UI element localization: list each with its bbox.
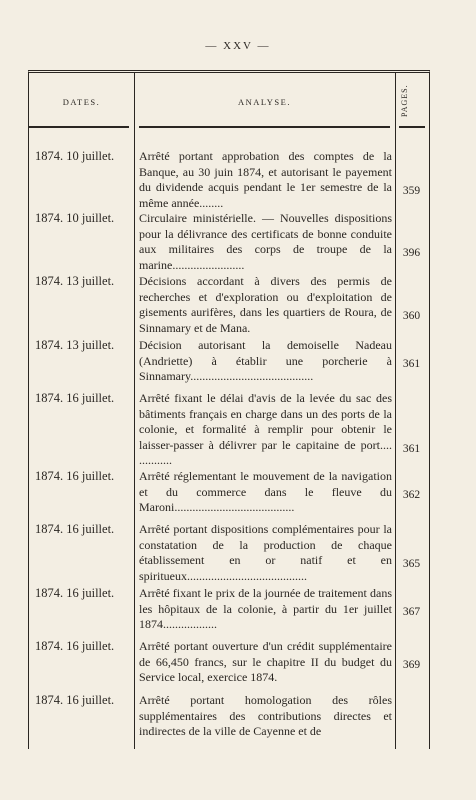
entry-date: 1874. 10 juillet. [35, 149, 115, 163]
header-rule [139, 126, 390, 128]
entry-text: Arrêté portant dispositions complémentaires pour la constatation de la production de chaque établissement en or natif et en spiritueux........................................ [139, 522, 392, 583]
entry-date: 1874. 16 juillet. [35, 522, 115, 536]
entry-date: 1874. 16 juillet. [35, 639, 115, 653]
header-rule [29, 126, 129, 128]
entry-date: 1874. 16 juillet. [35, 586, 115, 600]
header-dates: DATES. [62, 97, 101, 107]
index-table [28, 70, 430, 749]
header-pages: PAGES. [400, 84, 409, 118]
entry-page: 369 [402, 659, 421, 671]
entry-text: Arrêté fixant le prix de la journée de traitement dans les hôpitaux de la colonie, à partir du 1er juillet 1874.................. [139, 586, 392, 631]
entry-date: 1874. 16 juillet. [35, 693, 115, 707]
entry-page: 361 [402, 358, 421, 370]
entry-text: Décisions accordant à divers des permis de recherches et d'exploration ou d'exploitation de gisements aurifères, dans les quartiers de Roura, de Sinnamary et de Mana. [139, 274, 392, 335]
column-divider [395, 73, 396, 749]
entry-date: 1874. 13 juillet. [35, 274, 115, 288]
entry-text: Arrêté portant homologation des rôles supplémentaires des contributions directes et indirectes de la ville de Cayenne et de [139, 693, 392, 738]
entry-text: Arrêté réglementant le mouvement de la navigation et du commerce dans le fleuve du Maroni........................................ [139, 469, 392, 514]
entry-date: 1874. 16 juillet. [35, 391, 115, 405]
entry-page: 359 [402, 185, 421, 197]
entry-page: 362 [402, 489, 421, 501]
entry-page: 360 [402, 310, 421, 322]
entry-page: 396 [402, 247, 421, 259]
header-rule [399, 126, 425, 128]
entry-text: Arrêté portant ouverture d'un crédit supplémentaire de 66,450 francs, sur le chapitre II du budget du Service local, exercice 1874. [139, 639, 392, 684]
entry-page: 365 [402, 558, 421, 570]
entry-text: Décision autorisant la demoiselle Nadeau (Andriette) à établir une porcherie à Sinnamary......................................... [139, 338, 392, 383]
entry-page: 367 [402, 606, 421, 618]
entry-text: Circulaire ministérielle. — Nouvelles dispositions pour la délivrance des certificats de bonne conduite aux militaires des corps de troupe de la marine........................ [139, 211, 392, 272]
entry-page: 361 [402, 443, 421, 455]
table-header [29, 73, 429, 126]
entry-date: 1874. 16 juillet. [35, 469, 115, 483]
page-folio: — XXV — [205, 40, 271, 52]
header-analyse: ANALYSE. [238, 97, 291, 107]
entry-text: Arrêté portant approbation des comptes de la Banque, au 30 juin 1874, et autorisant le payement du dividende acquis pendant le 1er semestre de la même année........ [139, 149, 392, 210]
entry-date: 1874. 13 juillet. [35, 338, 115, 352]
entry-text: Arrêté fixant le délai d'avis de la levée du sac des bâtiments français en charge dans un des ports de la colonie, et formalité à remplir pour obtenir le laisser-passer à délivrer par le capitaine de port.... ........... [139, 391, 392, 467]
entry-date: 1874. 10 juillet. [35, 211, 115, 225]
